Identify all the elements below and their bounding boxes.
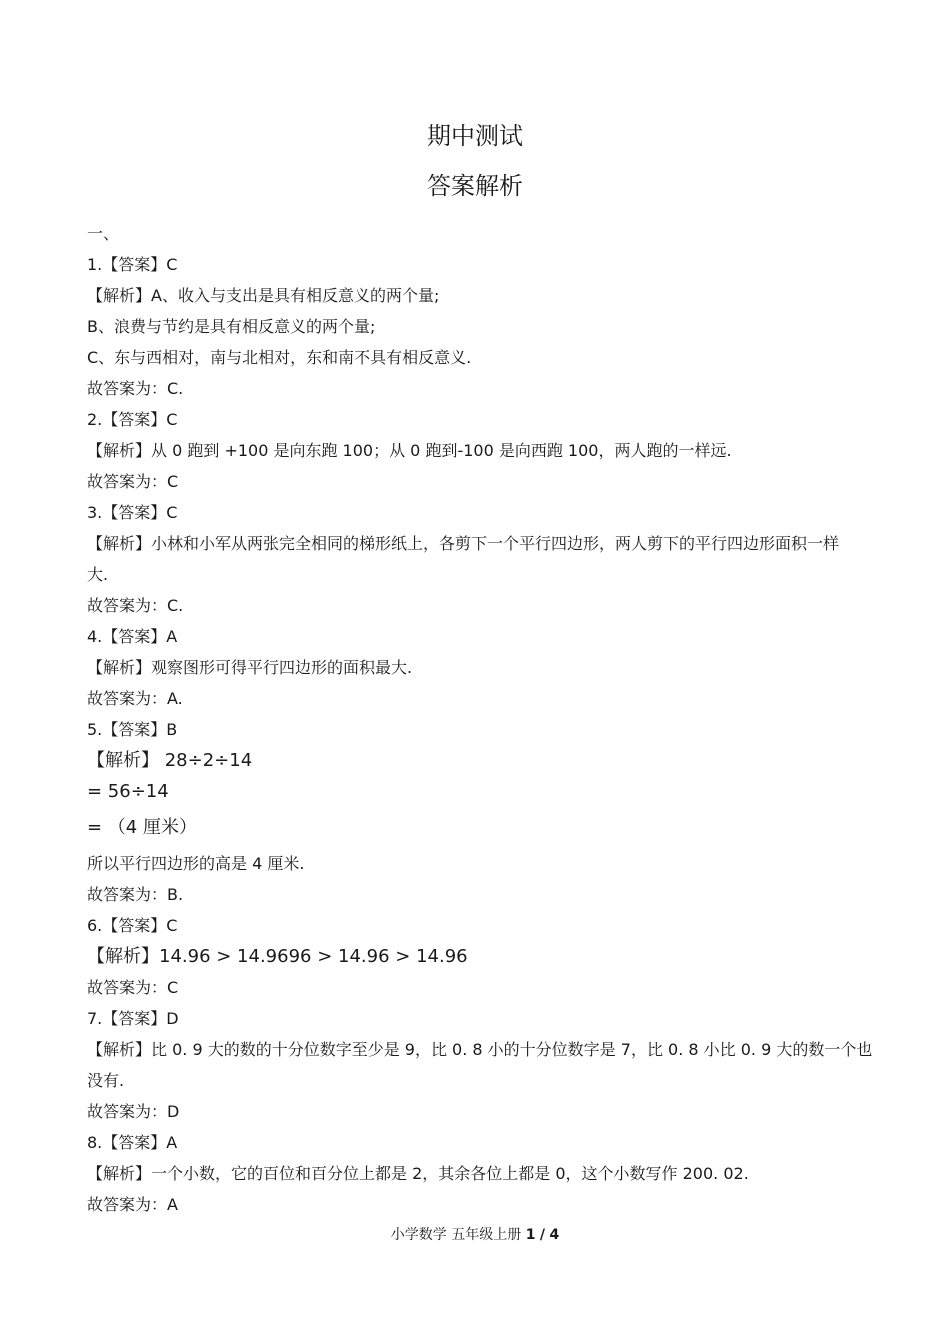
- answer-line: 3.【答案】C: [87, 503, 178, 522]
- page-footer: [0, 1225, 950, 1245]
- explanation-line: 【解析】观察图形可得平行四边形的面积最大.: [87, 658, 413, 677]
- explanation-line: 【解析】小林和小军从两张完全相同的梯形纸上，各剪下一个平行四边形，两人剪下的平行四边形面积一样: [87, 534, 840, 553]
- math-line: 【解析】 28÷2÷14: [87, 750, 253, 771]
- conclusion-line: 故答案为：A.: [87, 689, 183, 708]
- answer-line: 4.【答案】A: [87, 627, 178, 646]
- answer-content: [87, 218, 907, 1220]
- explanation-line: 【解析】一个小数，它的百位和百分位上都是 2，其余各位上都是 0，这个小数写作 200. 02.: [87, 1164, 749, 1183]
- explanation-line: 大.: [87, 565, 109, 584]
- explanation-line: 所以平行四边形的高是 4 厘米.: [87, 854, 305, 873]
- math-line: = 56÷14: [87, 781, 169, 802]
- conclusion-line: 故答案为：B.: [87, 885, 184, 904]
- conclusion-line: 故答案为：D: [87, 1102, 180, 1121]
- conclusion-line: 故答案为：C.: [87, 596, 184, 615]
- explanation-line: C、东与西相对，南与北相对，东和南不具有相反意义.: [87, 348, 472, 367]
- answer-line: 8.【答案】A: [87, 1133, 178, 1152]
- answer-line: 6.【答案】C: [87, 916, 178, 935]
- footer-page-separator: /: [539, 1227, 546, 1243]
- explanation-line: 【解析】比 0. 9 大的数的十分位数字至少是 9，比 0. 8 小的十分位数字是 7，比 0. 8 小比 0. 9 大的数一个也: [87, 1040, 873, 1059]
- explanation-line: 【解析】A、收入与支出是具有相反意义的两个量;: [87, 286, 440, 305]
- conclusion-line: 故答案为：C: [87, 978, 179, 997]
- answer-line: 7.【答案】D: [87, 1009, 179, 1028]
- answer-line: 2.【答案】C: [87, 410, 178, 429]
- page-title: 期中测试: [427, 122, 523, 150]
- explanation-line: 没有.: [87, 1071, 125, 1090]
- math-line: = （4 厘米）: [87, 817, 197, 838]
- answer-line: 1.【答案】C: [87, 255, 178, 274]
- footer-page-total: 4: [549, 1227, 560, 1243]
- conclusion-line: 故答案为：C: [87, 472, 179, 491]
- page-subtitle: 答案解析: [427, 172, 523, 200]
- conclusion-line: 故答案为：A: [87, 1195, 178, 1214]
- explanation-line: B、浪费与节约是具有相反意义的两个量;: [87, 317, 376, 336]
- explanation-line: 【解析】从 0 跑到 +100 是向东跑 100；从 0 跑到-100 是向西跑 100，两人跑的一样远.: [87, 441, 732, 460]
- footer-course-label: 小学数学 五年级上册: [390, 1227, 522, 1243]
- section-marker: 一、: [87, 224, 120, 243]
- math-line: 【解析】14.96 > 14.9696 > 14.96 > 14.96: [87, 946, 468, 967]
- footer-page-current: 1: [525, 1227, 536, 1243]
- conclusion-line: 故答案为：C.: [87, 379, 184, 398]
- answer-line: 5.【答案】B: [87, 720, 178, 739]
